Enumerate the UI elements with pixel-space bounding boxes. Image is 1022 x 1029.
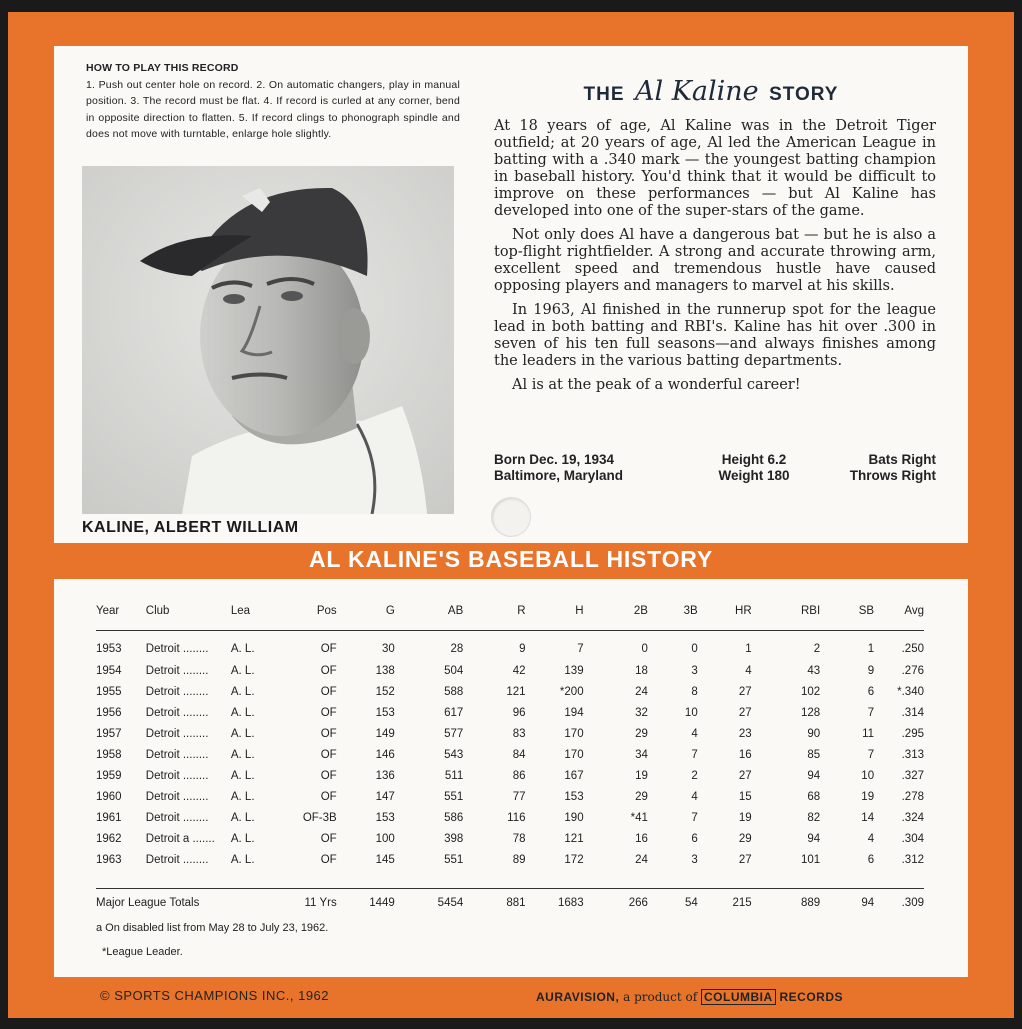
- table-cell: .314: [901, 706, 924, 719]
- height: Height 6.2: [721, 452, 787, 467]
- table-cell: 30: [381, 642, 395, 655]
- table-cell: 43: [807, 664, 821, 677]
- story-paragraph-4: Al is at the peak of a wonderful career!: [512, 377, 801, 393]
- history-title: AL KALINE'S BASEBALL HISTORY: [309, 546, 713, 572]
- table-cell: .295: [901, 727, 924, 740]
- table-cell: 617: [444, 706, 464, 719]
- table-cell: 170: [564, 727, 584, 740]
- table-cell: 16: [635, 832, 648, 845]
- table-cell: 94: [807, 832, 821, 845]
- totals-cell: 215: [732, 897, 752, 909]
- table-cell: .327: [901, 769, 924, 782]
- totals-cell: 94: [861, 897, 875, 909]
- table-cell: 6: [867, 685, 875, 698]
- table-cell: 4: [867, 832, 875, 845]
- table-cell: 4: [691, 790, 698, 803]
- table-cell: 136: [375, 769, 395, 782]
- table-cell: 511: [444, 769, 464, 782]
- table-cell: A. L.: [230, 727, 255, 740]
- table-cell: 42: [512, 664, 526, 677]
- table-cell: 4: [691, 727, 698, 740]
- table-cell: 398: [444, 832, 464, 845]
- table-cell: OF: [320, 727, 337, 740]
- column-header-3b: 3B: [648, 599, 698, 631]
- table-cell: Detroit ........: [145, 706, 209, 719]
- table-cell: 10: [861, 769, 875, 782]
- table-row: [96, 828, 924, 849]
- photo-caption: KALINE, ALBERT WILLIAM: [82, 519, 299, 536]
- product-of-text: a product of: [623, 990, 698, 1004]
- table-cell: 23: [738, 727, 752, 740]
- table-cell: 6: [867, 853, 875, 866]
- table-cell: 15: [738, 790, 752, 803]
- table-cell: 3: [691, 853, 698, 866]
- table-cell: 1960: [96, 790, 122, 803]
- table-cell: 551: [444, 790, 464, 803]
- table-cell: 9: [867, 664, 875, 677]
- table-cell: 543: [444, 748, 464, 761]
- table-cell: 588: [444, 685, 464, 698]
- table-cell: 1961: [96, 811, 122, 824]
- table-row: [96, 723, 924, 744]
- story-title: [494, 76, 928, 107]
- table-cell: 24: [635, 853, 648, 866]
- copyright: © SPORTS CHAMPIONS INC., 1962: [100, 988, 330, 1003]
- table-cell: 551: [444, 853, 464, 866]
- story-text: [494, 118, 936, 401]
- table-cell: 78: [512, 832, 526, 845]
- table-cell: 82: [807, 811, 821, 824]
- table-cell: 1963: [96, 853, 122, 866]
- table-cell: 90: [807, 727, 821, 740]
- table-cell: 4: [745, 664, 752, 677]
- table-cell: 152: [375, 685, 395, 698]
- table-cell: Detroit ........: [145, 664, 209, 677]
- table-cell: OF: [320, 769, 337, 782]
- table-cell: A. L.: [230, 811, 255, 824]
- how-to-text: 1. Push out center hole on record. 2. On automatic changers, play in manual position. 3. The record must be flat. 4. If record is curled at any corner, bend in opposite direction to flatten. 5. If record clings to phonograph spindle and does not move with turntable, enlarge hole slightly.: [86, 78, 460, 140]
- table-cell: A. L.: [230, 685, 255, 698]
- table-cell: OF: [320, 832, 337, 845]
- table-cell: OF: [320, 748, 337, 761]
- table-cell: 27: [738, 706, 752, 719]
- table-cell: .250: [901, 642, 924, 655]
- column-header-club: Club: [146, 599, 231, 631]
- table-cell: Detroit ........: [145, 790, 209, 803]
- totals-cell: 54: [684, 897, 698, 909]
- column-header-rbi: RBI: [752, 599, 820, 631]
- record-card: [8, 12, 1014, 1018]
- table-cell: 121: [506, 685, 526, 698]
- totals-cell: 5454: [437, 897, 464, 909]
- table-cell: Detroit ........: [145, 853, 209, 866]
- table-cell: .313: [901, 748, 924, 761]
- table-cell: A. L.: [230, 790, 255, 803]
- table-cell: Detroit ........: [145, 727, 209, 740]
- table-cell: 147: [375, 790, 395, 803]
- table-cell: OF: [320, 790, 337, 803]
- player-photo: [82, 166, 454, 514]
- table-cell: 2: [813, 642, 821, 655]
- table-cell: 11: [862, 727, 875, 740]
- table-cell: 194: [564, 706, 584, 719]
- totals-row: [96, 897, 924, 909]
- table-cell: .278: [901, 790, 924, 803]
- column-header-sb: SB: [820, 599, 874, 631]
- table-cell: A. L.: [230, 832, 255, 845]
- table-cell: 146: [375, 748, 395, 761]
- table-cell: 28: [450, 642, 464, 655]
- table-cell: A. L.: [230, 664, 255, 677]
- table-cell: 149: [375, 727, 395, 740]
- table-cell: 167: [564, 769, 584, 782]
- player-portrait-image: [82, 166, 454, 514]
- table-cell: 172: [564, 853, 584, 866]
- table-cell: Detroit a .......: [145, 832, 215, 845]
- birthplace: Baltimore, Maryland: [494, 468, 624, 483]
- table-cell: 10: [684, 706, 698, 719]
- table-cell: 6: [691, 832, 698, 845]
- totals-cell: 1449: [369, 897, 395, 909]
- disabled-list-note: a On disabled list from May 28 to July 23, 1962.: [96, 922, 329, 934]
- table-cell: *200: [559, 685, 584, 698]
- table-cell: 29: [635, 790, 648, 803]
- story-title-pre: THE: [583, 84, 625, 105]
- table-cell: 1955: [96, 685, 122, 698]
- brand-line: [536, 990, 843, 1004]
- column-header-avg: Avg: [874, 599, 924, 631]
- table-cell: 29: [738, 832, 752, 845]
- stats-header-row: [96, 599, 924, 631]
- table-cell: 68: [807, 790, 821, 803]
- table-cell: 101: [800, 853, 821, 866]
- table-row: [96, 702, 924, 723]
- bats: Bats Right: [868, 452, 936, 467]
- table-cell: 586: [444, 811, 464, 824]
- auravision-logo: AURAVISION,: [536, 990, 620, 1004]
- story-paragraph-3: In 1963, Al finished in the runnerup spot for the league lead in both batting and RBI's. Kaline has hit over .300 in seven of his ten full seasons—and always finishes among the leaders in the various batting departments.: [494, 302, 936, 369]
- table-cell: 96: [512, 706, 526, 719]
- top-panel: [54, 46, 968, 543]
- table-cell: Detroit ........: [145, 769, 209, 782]
- column-header-ab: AB: [395, 599, 463, 631]
- table-cell: 190: [564, 811, 584, 824]
- table-cell: 1956: [96, 706, 122, 719]
- table-cell: 1: [867, 642, 875, 655]
- table-cell: A. L.: [230, 748, 255, 761]
- table-cell: .312: [901, 853, 924, 866]
- table-cell: 0: [691, 642, 698, 655]
- table-cell: 83: [512, 727, 526, 740]
- totals-cell: 1683: [558, 897, 584, 909]
- table-cell: 3: [691, 664, 698, 677]
- table-cell: 138: [375, 664, 395, 677]
- table-cell: 1954: [96, 664, 122, 677]
- table-cell: 16: [738, 748, 752, 761]
- table-cell: Detroit ........: [145, 642, 209, 655]
- totals-cell: 881: [506, 897, 526, 909]
- table-cell: 128: [800, 706, 821, 719]
- totals-label: Major League Totals: [96, 897, 200, 909]
- vitals-size: [694, 452, 814, 484]
- table-cell: OF-3B: [302, 811, 337, 824]
- table-cell: Detroit ........: [145, 811, 209, 824]
- column-header-lea: Lea: [231, 599, 268, 631]
- vitals-birth: [494, 452, 623, 484]
- table-cell: 7: [867, 706, 875, 719]
- table-cell: OF: [320, 664, 337, 677]
- table-row: [96, 681, 924, 702]
- table-cell: 1953: [96, 642, 122, 655]
- table-cell: 18: [635, 664, 648, 677]
- table-cell: A. L.: [230, 769, 255, 782]
- table-row: [96, 849, 924, 870]
- table-cell: 19: [738, 811, 752, 824]
- table-cell: 77: [512, 790, 526, 803]
- table-cell: 27: [738, 853, 752, 866]
- table-cell: *.340: [897, 685, 924, 698]
- table-cell: 19: [861, 790, 875, 803]
- table-cell: 8: [691, 685, 698, 698]
- table-cell: 9: [519, 642, 526, 655]
- table-cell: 1962: [96, 832, 122, 845]
- totals-cell: .309: [901, 897, 924, 909]
- totals-cell: 889: [800, 897, 821, 909]
- table-cell: OF: [320, 685, 337, 698]
- born-date: Born Dec. 19, 1934: [494, 452, 615, 467]
- table-cell: 577: [444, 727, 464, 740]
- weight: Weight 180: [718, 468, 790, 483]
- table-cell: 139: [564, 664, 584, 677]
- table-cell: OF: [320, 853, 337, 866]
- table-cell: 1957: [96, 727, 122, 740]
- story-title-post: STORY: [769, 84, 839, 105]
- table-cell: 0: [641, 642, 648, 655]
- table-cell: 29: [635, 727, 648, 740]
- bottom-panel: [54, 579, 968, 977]
- story-paragraph-1: At 18 years of age, Al Kaline was in the Detroit Tiger outfield; at 20 years of age, Al led the American League in batting with a .340 mark — the youngest batting champion in baseball history. You'd think that it would be difficult to improve on these performances — but Al Kaline has developed into one of the super-stars of the game.: [494, 118, 936, 219]
- column-header-h: H: [526, 599, 584, 631]
- column-header-year: Year: [96, 599, 146, 631]
- vitals-handedness: [814, 452, 936, 484]
- totals-cell: 11 Yrs: [304, 897, 337, 909]
- column-header-hr: HR: [698, 599, 752, 631]
- story-title-name: Al Kaline: [634, 76, 759, 107]
- table-cell: A. L.: [230, 853, 255, 866]
- table-cell: 84: [512, 748, 526, 761]
- records-text: RECORDS: [779, 990, 844, 1004]
- how-to-play: [86, 60, 460, 143]
- stats-table: [96, 599, 924, 870]
- totals-divider: [96, 888, 924, 889]
- table-cell: 145: [375, 853, 395, 866]
- table-cell: 7: [691, 811, 698, 824]
- table-cell: 94: [807, 769, 821, 782]
- how-to-heading: HOW TO PLAY THIS RECORD: [86, 62, 239, 74]
- table-cell: 27: [738, 685, 752, 698]
- table-cell: 504: [444, 664, 464, 677]
- table-cell: 7: [577, 642, 584, 655]
- table-cell: 32: [635, 706, 648, 719]
- totals-cell: 266: [628, 897, 648, 909]
- table-row: [96, 744, 924, 765]
- table-cell: *41: [630, 811, 648, 824]
- table-cell: OF: [320, 706, 337, 719]
- table-cell: 153: [375, 706, 395, 719]
- table-cell: .304: [901, 832, 924, 845]
- table-cell: A. L.: [230, 706, 255, 719]
- column-header-r: R: [463, 599, 525, 631]
- league-leader-note: *League Leader.: [102, 946, 183, 958]
- table-cell: 2: [691, 769, 698, 782]
- center-hole: [491, 497, 531, 537]
- table-cell: 27: [738, 769, 752, 782]
- table-cell: 153: [375, 811, 395, 824]
- table-cell: Detroit ........: [145, 685, 209, 698]
- table-cell: 14: [861, 811, 875, 824]
- table-cell: .276: [901, 664, 924, 677]
- column-header-g: G: [337, 599, 395, 631]
- column-header-2b: 2B: [584, 599, 648, 631]
- table-row: [96, 660, 924, 681]
- table-cell: Detroit ........: [145, 748, 209, 761]
- throws: Throws Right: [849, 468, 936, 483]
- table-cell: 1958: [96, 748, 122, 761]
- table-cell: 24: [635, 685, 648, 698]
- table-row: [96, 807, 924, 828]
- story-paragraph-2: Not only does Al have a dangerous bat — but he is also a top-flight rightfielder. A strong and accurate throwing arm, excellent speed and tremendous hustle have caused opposing players and managers to marvel at his skills.: [494, 227, 936, 294]
- table-cell: 100: [375, 832, 395, 845]
- table-cell: 170: [564, 748, 584, 761]
- table-cell: 102: [800, 685, 821, 698]
- table-cell: 34: [635, 748, 648, 761]
- table-cell: 7: [867, 748, 875, 761]
- table-cell: 19: [635, 769, 648, 782]
- table-cell: 121: [564, 832, 584, 845]
- table-row: [96, 631, 924, 661]
- table-cell: 86: [512, 769, 526, 782]
- table-cell: 1959: [96, 769, 122, 782]
- table-cell: A. L.: [230, 642, 255, 655]
- table-cell: 7: [691, 748, 698, 761]
- column-header-pos: Pos: [268, 599, 336, 631]
- table-cell: 116: [507, 811, 526, 824]
- table-cell: 153: [564, 790, 584, 803]
- table-row: [96, 786, 924, 807]
- table-cell: 89: [512, 853, 526, 866]
- table-cell: .324: [901, 811, 924, 824]
- table-cell: 85: [807, 748, 821, 761]
- columbia-logo: COLUMBIA: [701, 989, 776, 1005]
- table-cell: OF: [320, 642, 337, 655]
- table-cell: 1: [745, 642, 752, 655]
- table-row: [96, 765, 924, 786]
